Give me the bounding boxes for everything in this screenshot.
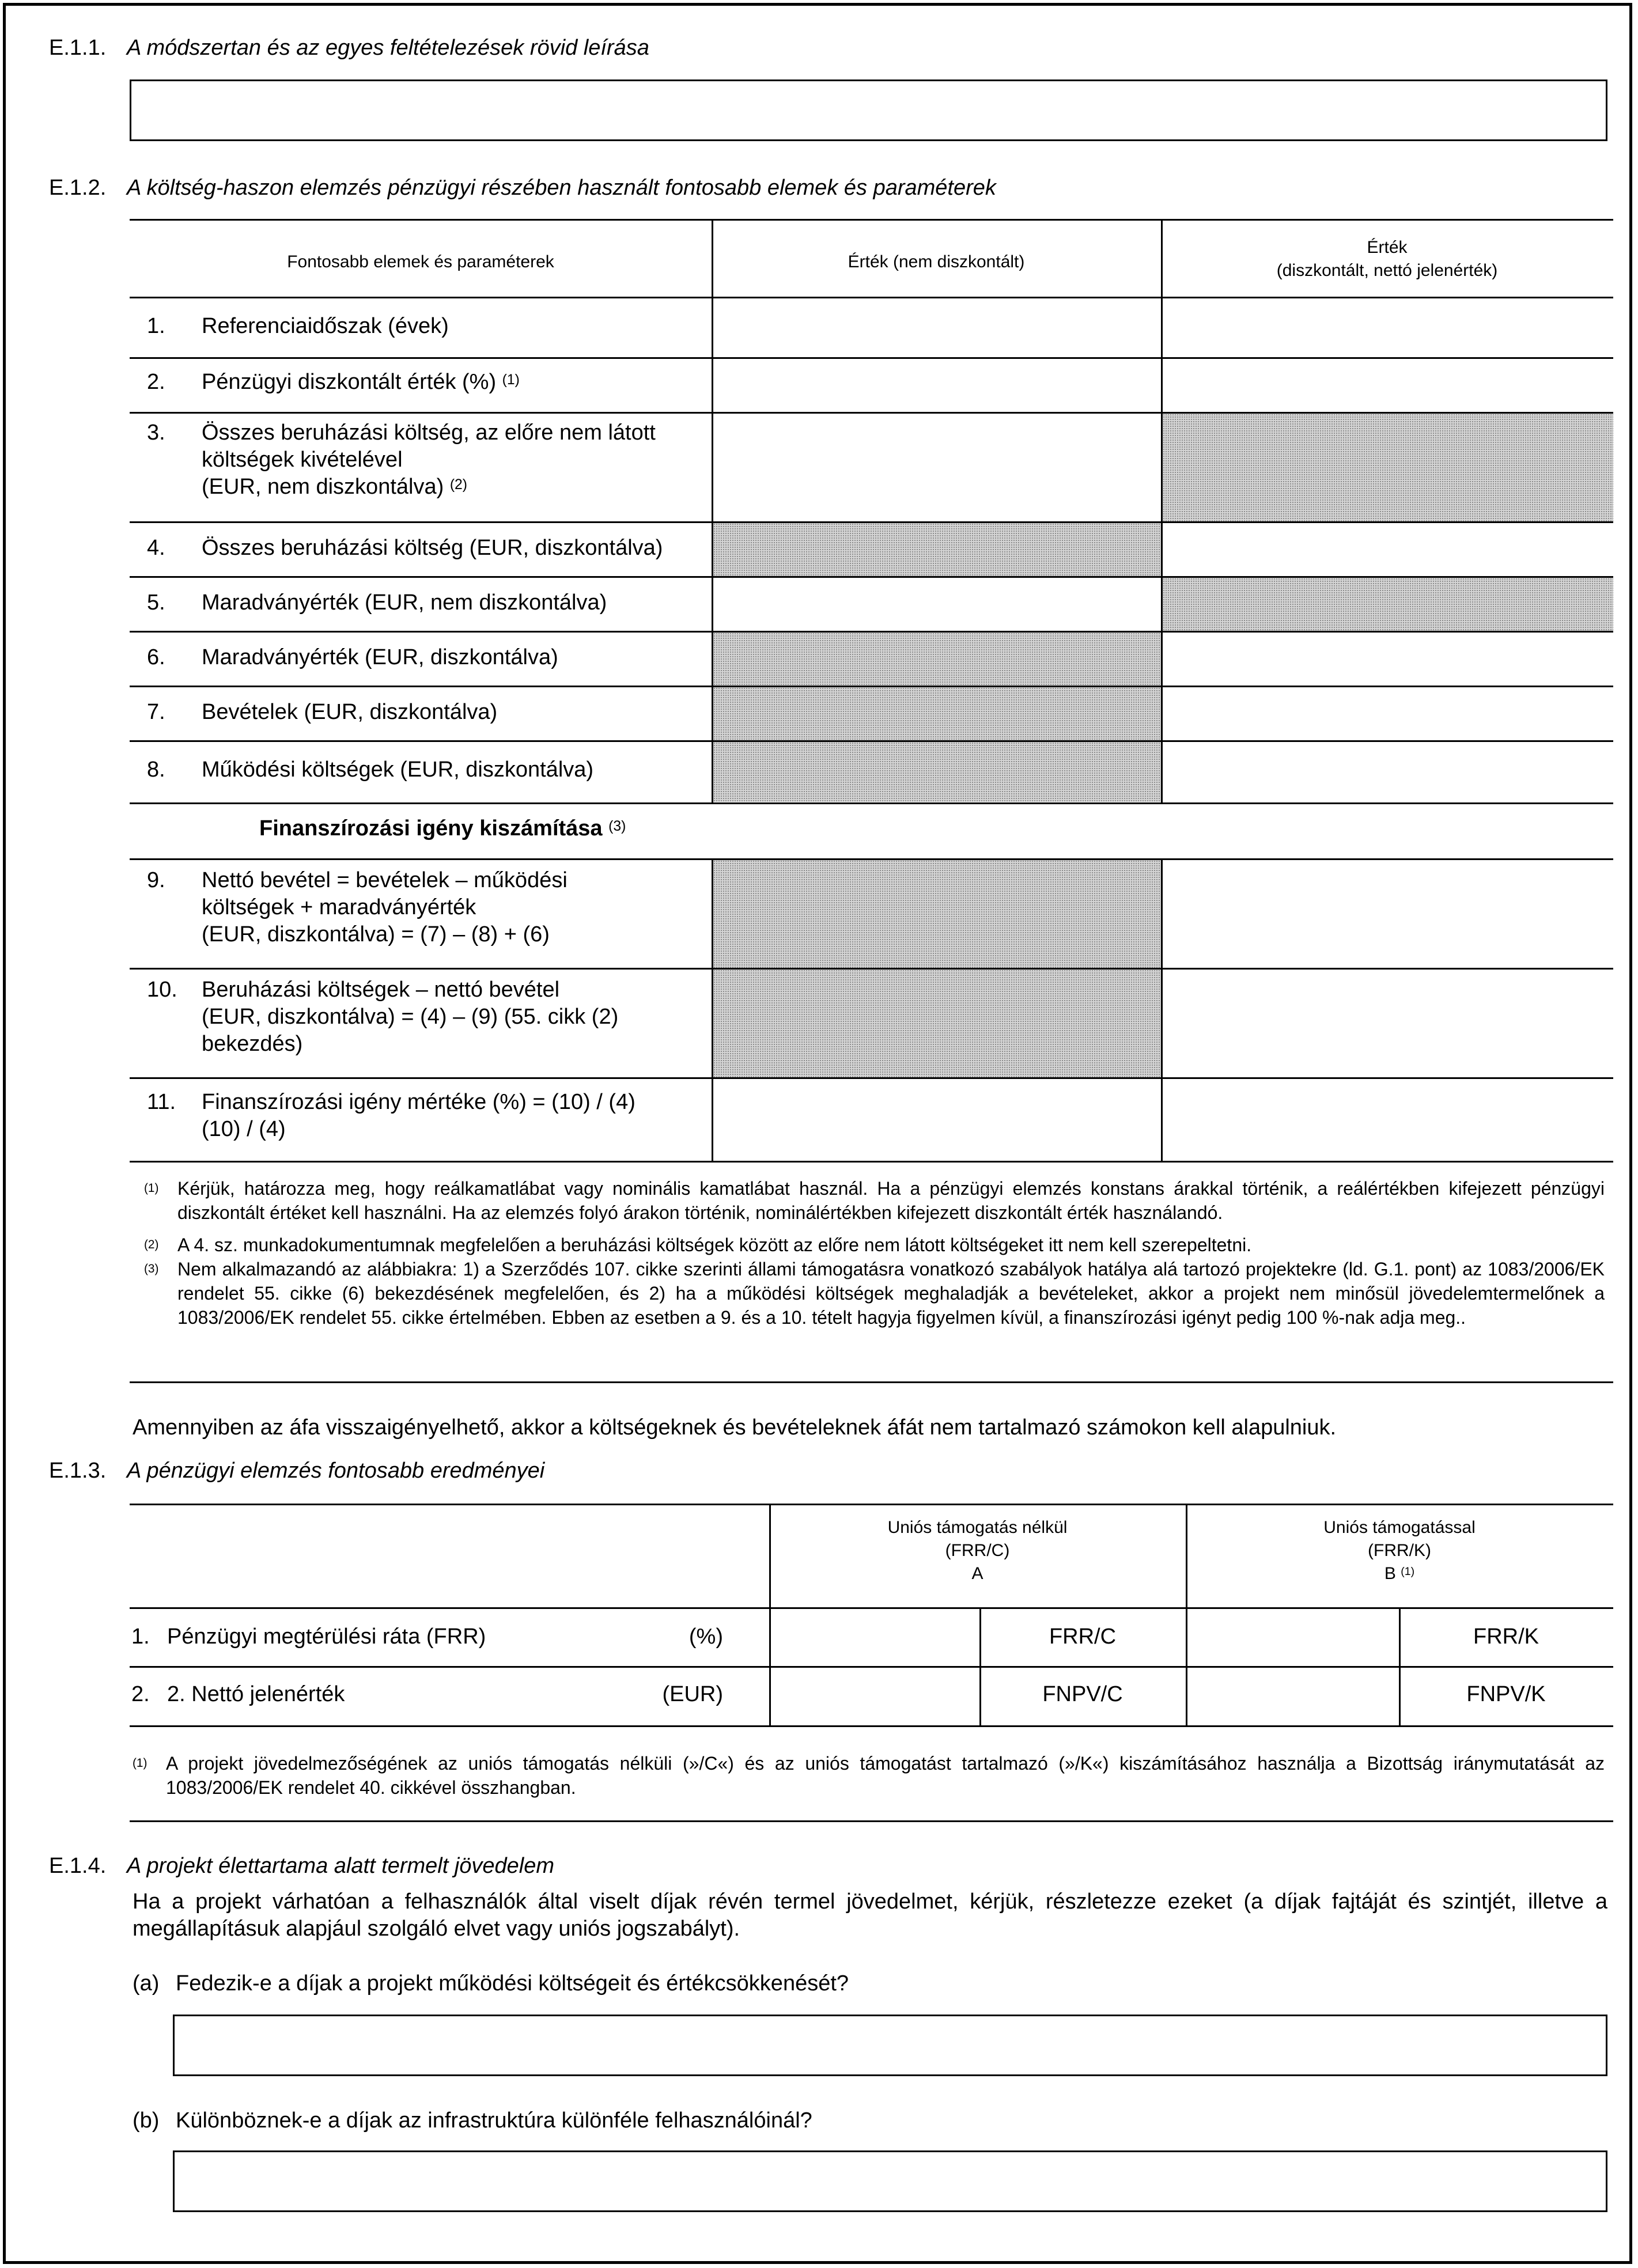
section-e113-number: E.1.3. [49, 1459, 107, 1483]
results-row-label: 2. Nettó jelenérték [167, 1682, 345, 1706]
table-row: 9. Nettó bevétel = bevételek – működési költségek + maradványérték (EUR, diszkontálva) = (7) – (8) + (6) [147, 868, 568, 946]
footnote-3: (3) Nem alkalmazandó az alábbiakra: 1) a Szerződés 107. cikke szerinti állami támogatásra vonatkozó szabályok hatálya alá tartozó projektekre (ld. G.1. pont) az 1083/2006/EK rendelet 55. cikke (6) bekezdésének megfelelően, és 2) ha a működési költségek meghaladják a bevételeket, akkor a projekt nem minősül jövedelemtermelőnek a 1083/2006/EK rendelet 55. cikke értelmében. Ebben az esetben a 9. és a 10. tételt hagyja figyelmen kívül, a finanszírozási igényt pedig 100 %-nak adja meg.. [144, 1259, 1605, 1328]
question-a-text: Fedezik-e a díjak a projekt működési költségeit és értékcsökkenését? [176, 1971, 849, 1996]
table-row: 10. Beruházási költségek – nettó bevétel (EUR, diszkontálva) = (4) – (9) (55. cikk (2) bekezdés) [147, 978, 619, 1056]
table-row: 7. Bevételek (EUR, diszkontálva) [147, 699, 706, 728]
section-e114-title: A projekt élettartama alatt termelt jövedelem [127, 1854, 555, 1878]
results-footnote: (1) A projekt jövedelmezőségének az uniós támogatás nélküli (»/C«) és az uniós támogatást tartalmazó (»/K«) kiszámításához használja a Bizottság iránymutatását az 1083/2006/EK rendelet 40. cikkével összhangban. [133, 1753, 1605, 1798]
footnote-ref: (3) [608, 819, 626, 834]
vat-note: Amennyiben az áfa visszaigényelhető, akkor a költségeknek és bevételeknek áfát nem tartalmazó számokon kell alapulniuk. [133, 1415, 1337, 1440]
footnote-ref: (2) [449, 477, 467, 493]
row-label: Maradványérték (EUR, diszkontálva) [202, 645, 558, 669]
row-label: Működési költségek (EUR, diszkontálva) [202, 758, 594, 782]
footnote-2: (2) A 4. sz. munkadokumentumnak megfelelően a beruházási költségek között az előre nem látott költségeket itt nem kell szerepeltetni. [144, 1235, 1252, 1255]
row-label: Referenciaidőszak (évek) [202, 314, 449, 338]
row-label: Összes beruházási költség (EUR, diszkontálva) [202, 536, 663, 560]
section-e112-title: A költség-haszon elemzés pénzügyi részében használt fontosabb elemek és paraméterek [127, 176, 996, 200]
table-header-discounted-line2: (diszkontált, nettó jelenérték) [1276, 261, 1498, 280]
answer-a-input-box[interactable] [173, 2015, 1607, 2076]
financing-gap-subheading: Finanszírozási igény kiszámítása $^{(3)}$ [259, 816, 626, 840]
question-b-text: Különböznek-e a díjak az infrastruktúra különféle felhasználóinál? [176, 2108, 812, 2133]
table-header-parameters: Fontosabb elemek és paraméterek [287, 252, 554, 271]
footnote-ref: (1) [1401, 1565, 1415, 1578]
frr-c-code: FRR/C [1049, 1625, 1117, 1649]
row-label: Bevételek (EUR, diszkontálva) [202, 700, 498, 724]
table-row: 6. Maradványérték (EUR, diszkontálva) [147, 644, 706, 673]
footnote-ref: (1) [502, 372, 520, 388]
question-a-label: (a) [133, 1971, 160, 1996]
results-row-number: 2. [131, 1682, 150, 1706]
header-without-eu-support: Uniós támogatás nélkül (FRR/C) A [887, 1518, 1068, 1583]
table-header-discounted-line1: Érték [1367, 238, 1408, 257]
table-header-undiscounted: Érték (nem diszkontált) [848, 252, 1025, 271]
section-e112-number: E.1.2. [49, 176, 107, 200]
section-e114-number: E.1.4. [49, 1854, 107, 1878]
header-with-eu-support: Uniós támogatással (FRR/K) B $^{(1)}$ [1323, 1518, 1476, 1583]
answer-b-input-box[interactable] [173, 2150, 1607, 2212]
table-row: 11. Finanszírozási igény mértéke (%) = (10) / (4) (10) / (4) [147, 1090, 635, 1141]
results-row-unit: (EUR) [662, 1682, 723, 1706]
row-label: Maradványérték (EUR, nem diszkontálva) [202, 590, 607, 615]
table-row: 3. Összes beruházási költség, az előre nem látott költségek kivételével (EUR, nem diszkontálva) $^{(2)}$ [147, 421, 656, 499]
section-e113-title: A pénzügyi elemzés fontosabb eredményei [127, 1459, 545, 1483]
frr-k-code: FRR/K [1473, 1625, 1539, 1649]
form-page [3, 3, 1632, 2264]
results-row-unit: (%) [689, 1625, 723, 1649]
row-label: Pénzügyi diszkontált érték (%) [202, 370, 497, 394]
section-e111-title: A módszertan és az egyes feltételezések rövid leírása [127, 36, 649, 60]
table-row: 8. Működési költségek (EUR, diszkontálva) [147, 756, 706, 785]
fnpv-c-code: FNPV/C [1042, 1682, 1123, 1706]
table-row: 1. Referenciaidőszak (évek) [147, 313, 706, 342]
table-row: 4. Összes beruházási költség (EUR, diszkontálva) [147, 535, 706, 563]
table-row: 5. Maradványérték (EUR, nem diszkontálva) [147, 589, 706, 618]
e114-intro: Ha a projekt várhatóan a felhasználók által viselt díjak révén termel jövedelmet, kérjük, részletezze ezeket (a díjak fajtáját és szintjét, illetve a megállapításuk alapjául szolgáló elvet vagy uniós jogszabályt). [133, 1890, 1607, 1941]
results-row-number: 1. [131, 1625, 150, 1649]
table-row: 2. Pénzügyi diszkontált érték (%) $^{(1)}$ [147, 370, 520, 394]
footnote-1: (1) Kérjük, határozza meg, hogy reálkamatlábat vagy nominális kamatlábat használ. Ha a pénzügyi elemzés konstans árakkal történik, a reálértékben kifejezett pénzügyi diszkontált értéket kell használni. Ha az elemzés folyó árakon történik, nominálértékben kifejezett diszkontált érték használandó. [144, 1178, 1605, 1223]
section-e111-number: E.1.1. [49, 36, 107, 60]
fnpv-k-code: FNPV/K [1466, 1682, 1546, 1706]
results-row-label: Pénzügyi megtérülési ráta (FRR) [167, 1625, 486, 1649]
question-b-label: (b) [133, 2108, 160, 2133]
